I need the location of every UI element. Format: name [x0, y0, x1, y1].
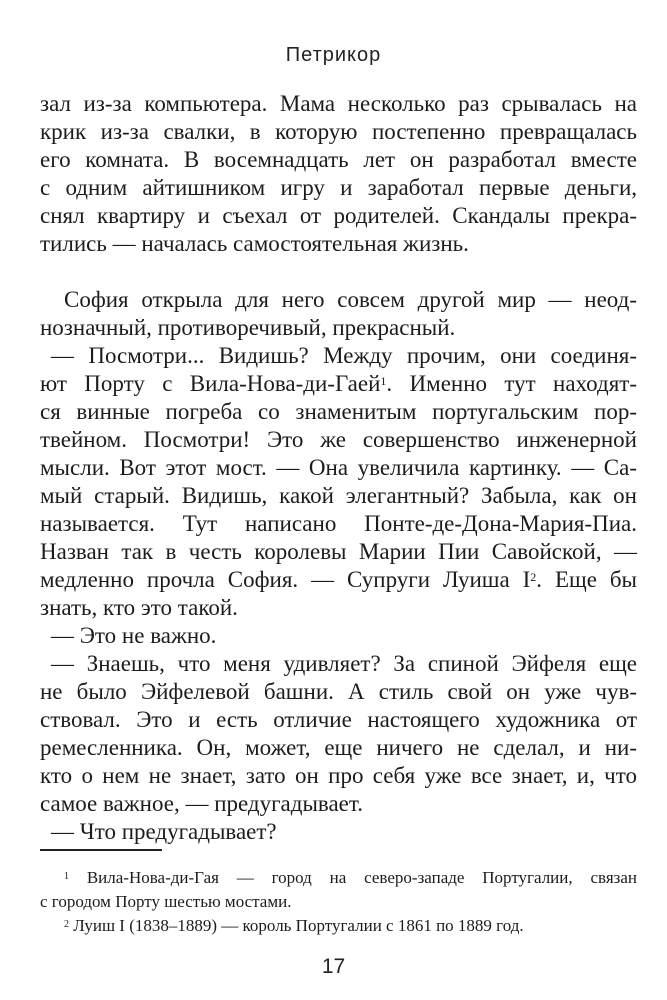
text-line: кто о нем не знает, зато он про себя уже все знает, и, что: [40, 763, 637, 788]
footnote-text: Луиш I (1838–1889) — король Португалии с 1861 по 1889 год.: [73, 916, 524, 935]
running-title: Петрикор: [285, 44, 382, 66]
footnote-1: [64, 866, 637, 890]
text-line: — Что предугадывает?: [51, 819, 277, 844]
text-line: твейном. Посмотри! Это же совершенство инженерной: [40, 427, 637, 452]
text-line: ствовал. Это и есть отличие настоящего художника от: [40, 707, 637, 732]
text-line: снял квартиру и съехал от родителей. Скандалы прекра-: [40, 203, 637, 228]
text-line: [40, 370, 637, 397]
text-line: — Знаешь, что меня удивляет? За спиной Эйфеля еще: [51, 651, 637, 676]
text-line: Назван так в честь королевы Марии Пии Савойской, —: [40, 539, 637, 564]
text-line: знать, кто это такой.: [40, 595, 238, 620]
text-line: — Посмотри... Видишь? Между прочим, они соединя-: [51, 343, 637, 368]
footnote-ref-1: 1: [380, 374, 387, 388]
text-line: его комната. В восемнадцать лет он разработал вместе: [40, 147, 637, 172]
footnote-marker: 1: [64, 871, 69, 882]
text-line: не было Эйфелевой башни. А стиль свой он уже чув-: [40, 679, 637, 704]
text-line: самое важное, — предугадывает.: [40, 791, 363, 816]
text-line: называется. Тут написано Понте-де-Дона-Мария-Пиа.: [40, 511, 637, 536]
footnote-1-continued: с городом Порту шестью мостами.: [40, 892, 292, 911]
text-segment: медленно прочла София. — Супруги Луиша I: [40, 567, 531, 592]
footnote-divider: [40, 849, 162, 851]
text-line: тились — началась самостоятельная жизнь.: [40, 231, 469, 256]
footnote-marker: 2: [64, 919, 69, 930]
text-line: ремесленника. Он, может, еще ничего не сделал, и ни-: [40, 735, 637, 760]
text-line: крик из-за свалки, в которую постепенно превращалась: [40, 119, 637, 144]
text-line: ся винные погреба со знаменитым португальским пор-: [40, 399, 637, 424]
footnote-2: [64, 914, 637, 938]
text-segment: . Именно тут находят-: [386, 371, 638, 396]
footnote-text: Вила-Нова-ди-Гая — город на северо-западе Португалии, связан: [86, 868, 637, 887]
text-segment: ют Порту с Вила-Нова-ди-Гаей: [40, 371, 381, 396]
text-line: с одним айтишником игру и заработал первые деньги,: [40, 175, 637, 200]
page-number: 17: [321, 955, 346, 978]
footnote-ref-2: 2: [530, 570, 537, 584]
text-line: [40, 566, 637, 593]
text-line: мысли. Вот этот мост. — Она увеличила картинку. — Са-: [40, 455, 637, 480]
text-line: — Это не важно.: [51, 623, 217, 648]
text-segment: . Еще бы: [536, 567, 637, 592]
text-line: София открыла для него совсем другой мир — неод-: [64, 287, 637, 312]
text-line: нозначный, противоречивый, прекрасный.: [40, 315, 456, 340]
text-line: зал из-за компьютера. Мама несколько раз срывалась на: [40, 91, 637, 116]
text-line: мый старый. Видишь, какой элегантный? Забыла, как он: [40, 483, 637, 508]
